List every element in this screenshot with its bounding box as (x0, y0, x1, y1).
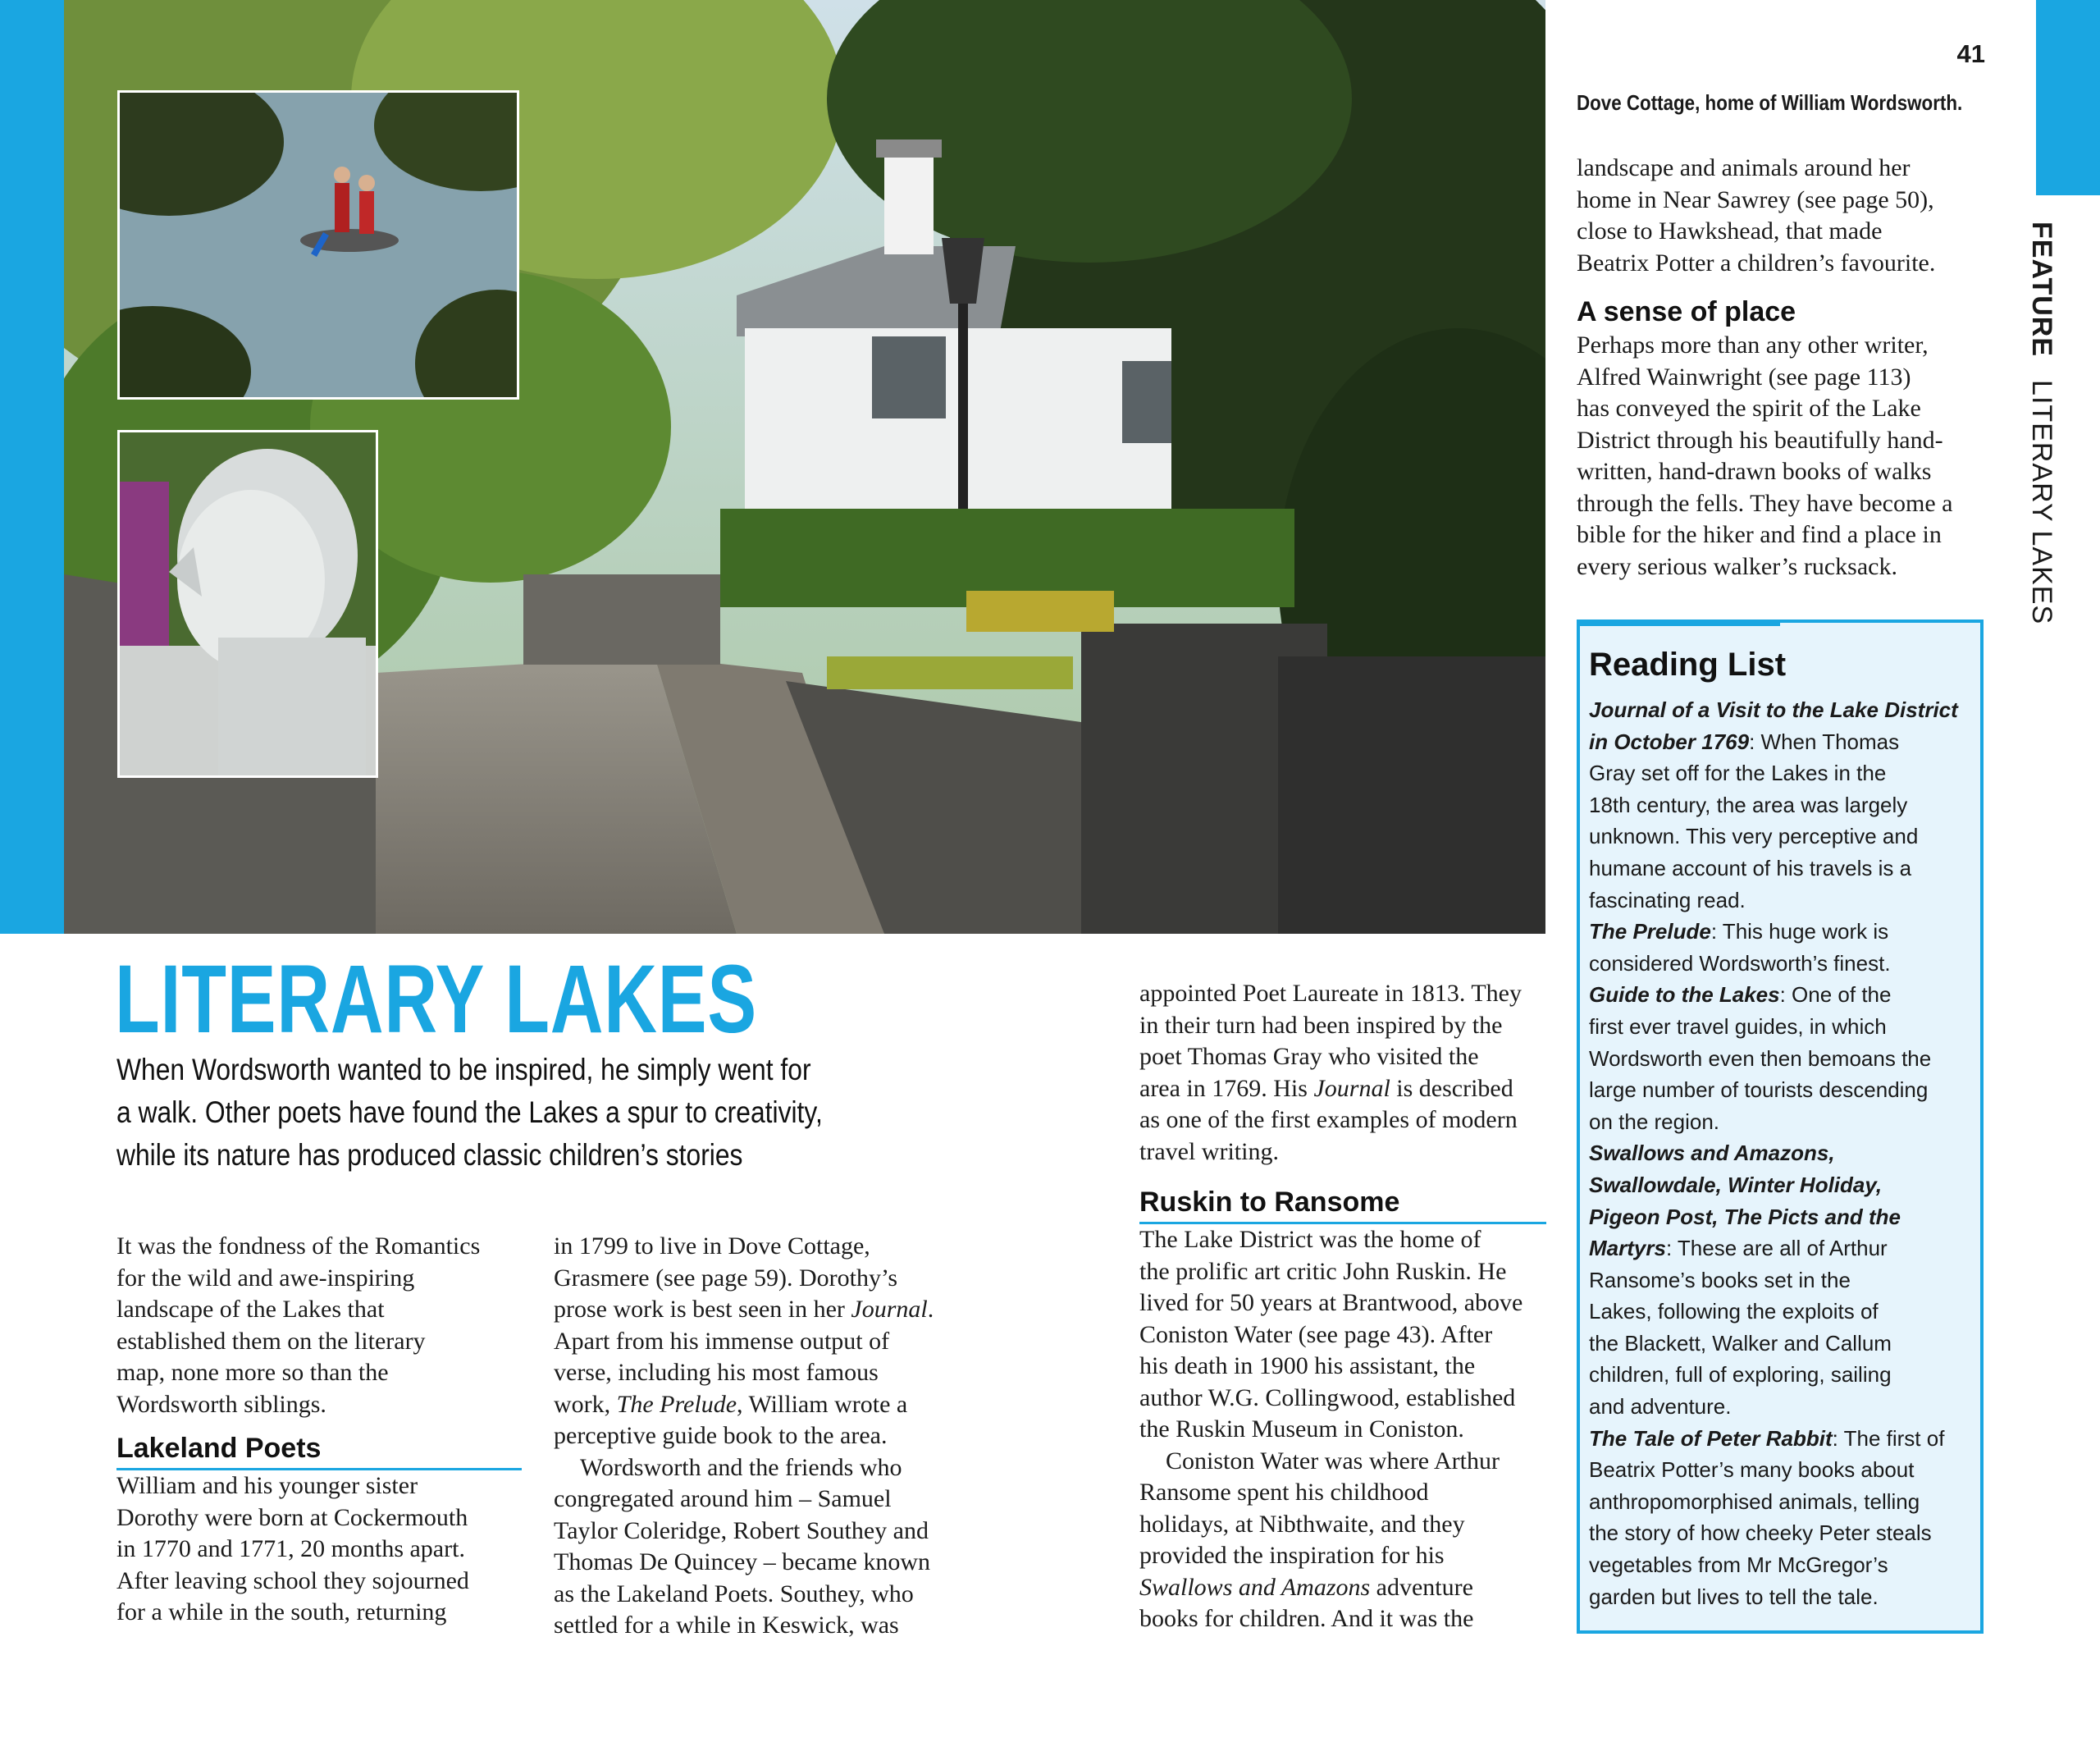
section-label-strong: FEATURE (2026, 222, 2057, 358)
body-line: landscape and animals around her (1577, 154, 1911, 181)
reading-list-line: Ransome’s books set in the (1589, 1267, 1851, 1292)
reading-list-title: Reading List (1589, 647, 1787, 683)
subhead-a-sense-of-place: A sense of place (1577, 296, 1796, 327)
body-line: work, The Prelude, William wrote a (554, 1390, 908, 1418)
body-line: in 1770 and 1771, 20 months apart. (116, 1535, 465, 1562)
body-line: poet Thomas Gray who visited the (1139, 1043, 1479, 1070)
body-line: close to Hawkshead, that made (1577, 217, 1883, 245)
reading-list-line: Swallows and Amazons, (1589, 1141, 1835, 1166)
reading-list-line: Beatrix Potter’s many books about (1589, 1457, 1915, 1483)
reading-list-line: on the region. (1589, 1109, 1720, 1134)
page-title: LITERARY LAKES (115, 945, 757, 1054)
body-line: appointed Poet Laureate in 1813. They (1139, 980, 1522, 1007)
inset-photo-statue (117, 430, 378, 778)
body-line: After leaving school they sojourned (116, 1566, 469, 1594)
reading-list-line: Martyrs: These are all of Arthur (1589, 1236, 1888, 1261)
photo-caption: Dove Cottage, home of William Wordsworth. (1577, 90, 1963, 115)
body-line: the Ruskin Museum in Coniston. (1139, 1415, 1464, 1443)
reading-list-line: and adventure. (1589, 1394, 1732, 1420)
body-line: landscape of the Lakes that (116, 1296, 385, 1323)
body-line: The Lake District was the home of (1139, 1226, 1481, 1253)
reading-list-line: large number of tourists descending (1589, 1077, 1929, 1103)
body-line: area in 1769. His Journal is described (1139, 1074, 1513, 1102)
body-line: Taylor Coleridge, Robert Southey and (554, 1516, 929, 1544)
body-line: Grasmere (see page 59). Dorothy’s (554, 1264, 898, 1292)
reading-list-line: Gray set off for the Lakes in the (1589, 761, 1887, 786)
body-line: written, hand-drawn books of walks (1577, 458, 1932, 485)
reading-list-line: fascinating read. (1589, 887, 1746, 912)
body-line: books for children. And it was the (1139, 1605, 1474, 1632)
body-line: prose work is best seen in her Journal. (554, 1296, 934, 1323)
reading-list-line: unknown. This very perceptive and (1589, 824, 1919, 849)
body-line: established them on the literary (116, 1327, 426, 1355)
reading-list-line: considered Wordsworth’s finest. (1589, 950, 1891, 976)
body-line: map, none more so than the (116, 1359, 389, 1386)
body-line: travel writing. (1139, 1137, 1279, 1165)
body-line: Beatrix Potter a children’s favourite. (1577, 249, 1936, 277)
body-line: in 1799 to live in Dove Cottage, (554, 1232, 870, 1260)
section-label (2026, 222, 2062, 625)
body-line: District through his beautifully hand- (1577, 426, 1943, 454)
body-line: as one of the first examples of modern (1139, 1106, 1518, 1133)
section-label-text: LITERARY LAKES (2026, 380, 2057, 625)
reading-list-line: The Tale of Peter Rabbit: The first of (1589, 1425, 1945, 1451)
reading-list-line: The Prelude: This huge work is (1589, 919, 1889, 944)
intro-line: while its nature has produced classic children’s stories (116, 1138, 743, 1172)
accent-bar-left (0, 0, 64, 934)
reading-list-line: vegetables from Mr McGregor’s (1589, 1552, 1888, 1578)
body-column-1 (116, 1231, 527, 1629)
body-line: William and his younger sister (116, 1472, 418, 1499)
body-line: the prolific art critic John Ruskin. He (1139, 1257, 1507, 1285)
page-number: 41 (1956, 39, 1985, 68)
body-line: lived for 50 years at Brantwood, above (1139, 1289, 1523, 1316)
body-line: every serious walker’s rucksack. (1577, 552, 1897, 580)
reading-list-line: anthropomorphised animals, telling (1589, 1488, 1920, 1514)
reading-list-body (1589, 694, 1974, 1612)
reading-list-line: Pigeon Post, The Picts and the (1589, 1204, 1901, 1229)
body-line: has conveyed the spirit of the Lake (1577, 395, 1921, 422)
body-column-3 (1139, 978, 1558, 1635)
reading-list-line: in October 1769: When Thomas (1589, 729, 1900, 754)
body-line: Swallows and Amazons adventure (1139, 1573, 1473, 1601)
body-line: perceptive guide book to the area. (554, 1422, 888, 1449)
reading-list-line: Swallowdale, Winter Holiday, (1589, 1172, 1883, 1197)
intro-line: a walk. Other poets have found the Lakes a spur to creativity, (116, 1095, 823, 1129)
body-line: provided the inspiration for his (1139, 1542, 1445, 1569)
body-line: in their turn had been inspired by the (1139, 1011, 1503, 1039)
body-line: Apart from his immense output of (554, 1327, 890, 1355)
body-line: his death in 1900 his assistant, the (1139, 1352, 1476, 1379)
body-line: bible for the hiker and find a place in (1577, 521, 1942, 548)
body-line: Wordsworth siblings. (116, 1390, 326, 1418)
reading-list-line: the Blackett, Walker and Callum (1589, 1330, 1892, 1356)
subhead-ruskin-to-ransome: Ruskin to Ransome (1139, 1184, 1546, 1224)
body-line: Wordsworth and the friends who (580, 1453, 902, 1481)
body-line: author W.G. Collingwood, established (1139, 1383, 1516, 1411)
body-column-4 (1577, 153, 2003, 583)
body-line: settled for a while in Keswick, was (554, 1612, 899, 1639)
reading-list-line: 18th century, the area was largely (1589, 792, 1908, 817)
body-line: It was the fondness of the Romantics (116, 1232, 481, 1260)
reading-list-line: Journal of a Visit to the Lake District (1589, 697, 1958, 722)
body-line: congregated around him – Samuel (554, 1485, 892, 1512)
body-column-2 (554, 1231, 964, 1642)
body-line: home in Near Sawrey (see page 50), (1577, 185, 1934, 213)
reading-list-line: first ever travel guides, in which (1589, 1013, 1887, 1039)
body-line: as the Lakeland Poets. Southey, who (554, 1580, 914, 1607)
body-line: Alfred Wainwright (see page 113) (1577, 363, 1911, 391)
body-line: Coniston Water was where Arthur (1166, 1447, 1500, 1475)
reading-list-line: Wordsworth even then bemoans the (1589, 1045, 1932, 1071)
intro-line: When Wordsworth wanted to be inspired, he simply went for (116, 1053, 811, 1086)
reading-list-line: humane account of his travels is a (1589, 855, 1912, 880)
body-line: Ransome spent his childhood (1139, 1479, 1429, 1506)
reading-list-line: Guide to the Lakes: One of the (1589, 982, 1892, 1008)
body-line: Thomas De Quincey – became known (554, 1548, 931, 1575)
reading-list-line: the story of how cheeky Peter steals (1589, 1520, 1932, 1546)
body-line: for the wild and awe-inspiring (116, 1264, 415, 1292)
reading-list-line: children, full of exploring, sailing (1589, 1362, 1892, 1388)
intro-standfirst (116, 1049, 904, 1177)
inset-photo-kayak (117, 90, 519, 400)
reading-list-tab (1577, 620, 1780, 626)
subhead-lakeland-poets: Lakeland Poets (116, 1430, 522, 1470)
body-line: for a while in the south, returning (116, 1598, 447, 1625)
body-line: Perhaps more than any other writer, (1577, 331, 1929, 359)
body-line: holidays, at Nibthwaite, and they (1139, 1510, 1465, 1538)
reading-list-line: Lakes, following the exploits of (1589, 1299, 1879, 1324)
body-line: Dorothy were born at Cockermouth (116, 1503, 468, 1531)
section-tab (2036, 0, 2100, 195)
body-line: through the fells. They have become a (1577, 489, 1953, 517)
reading-list-line: garden but lives to tell the tale. (1589, 1584, 1879, 1609)
body-line: verse, including his most famous (554, 1359, 879, 1386)
body-line: Coniston Water (see page 43). After (1139, 1320, 1493, 1348)
